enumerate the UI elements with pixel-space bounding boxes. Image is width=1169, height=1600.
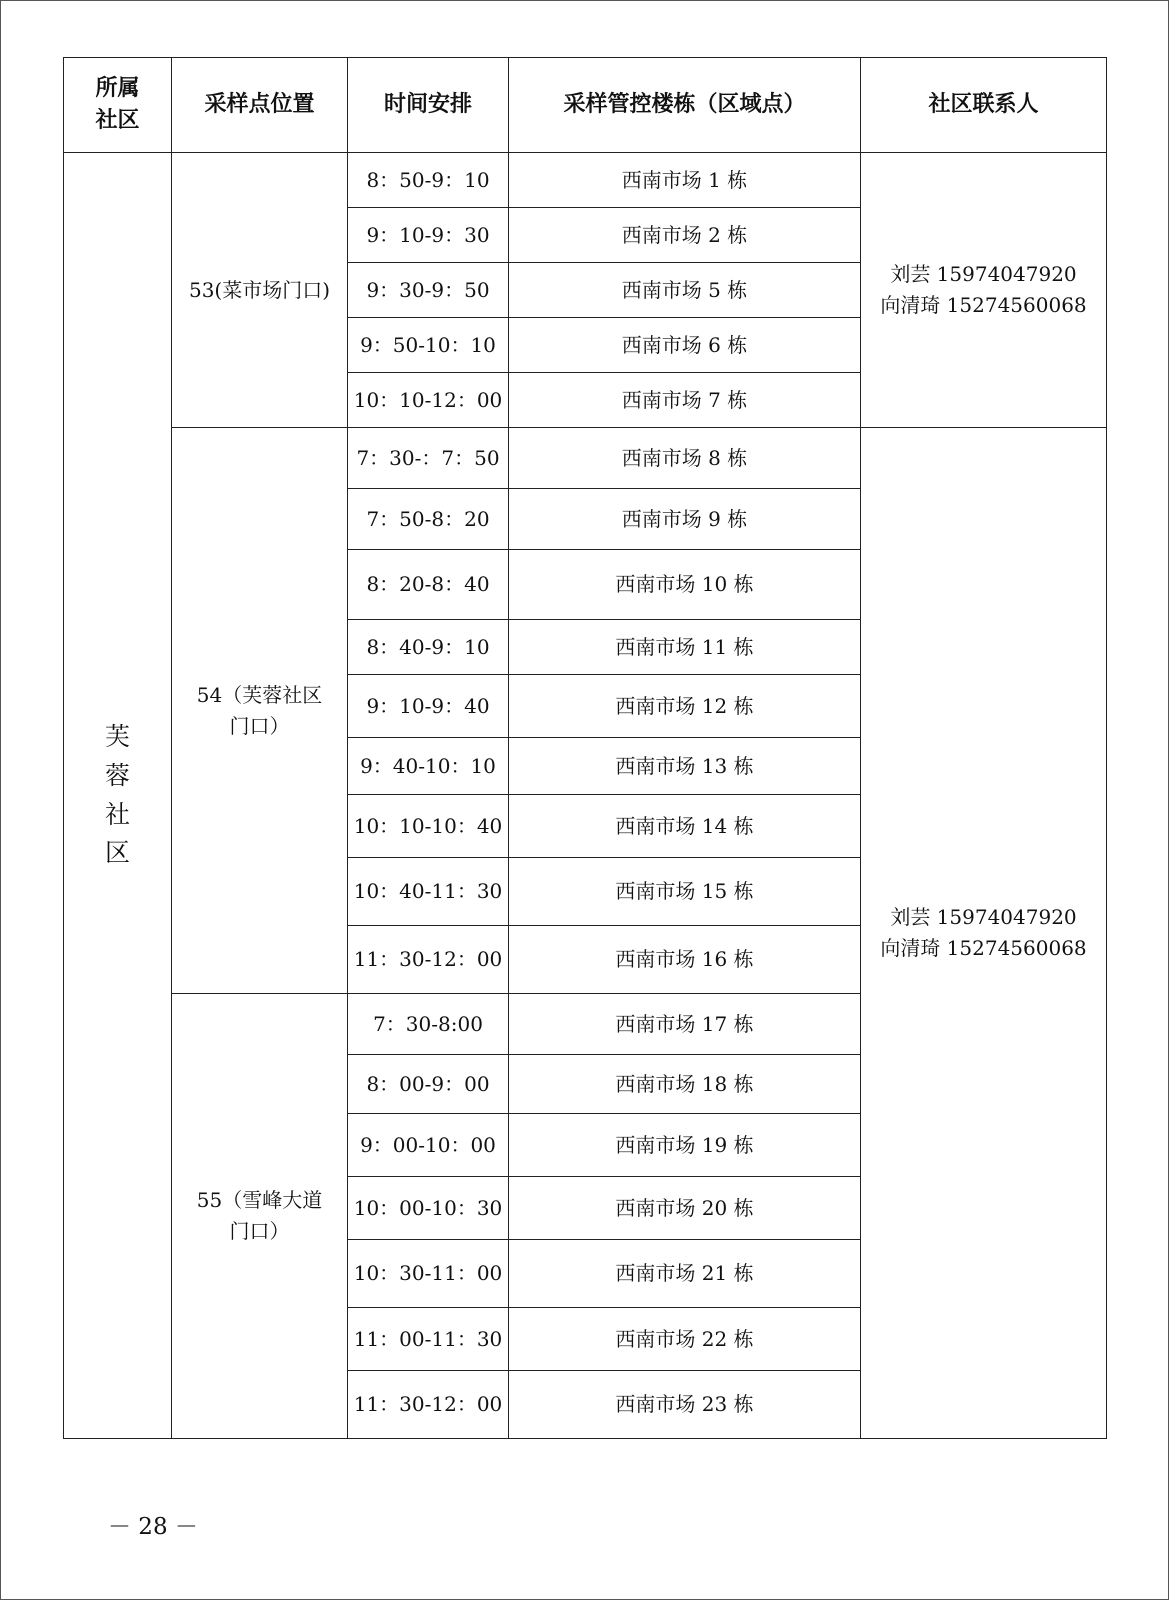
time-cell: 7：30-：7：50 bbox=[348, 428, 509, 489]
time-cell: 11：30-12：00 bbox=[348, 1371, 509, 1439]
header-row bbox=[64, 58, 1107, 153]
time-cell: 9：50-10：10 bbox=[348, 318, 509, 373]
time-cell: 10：10-12：00 bbox=[348, 373, 509, 428]
time-cell: 8：00-9：00 bbox=[348, 1055, 509, 1114]
building-cell: 西南市场 17 栋 bbox=[509, 994, 861, 1055]
building-cell: 西南市场 15 栋 bbox=[509, 858, 861, 926]
building-cell: 西南市场 5 栋 bbox=[509, 263, 861, 318]
time-cell: 9：10-9：30 bbox=[348, 208, 509, 263]
header-time: 时间安排 bbox=[348, 58, 509, 153]
time-cell: 11：30-12：00 bbox=[348, 926, 509, 994]
header-community: 所属社区 bbox=[64, 58, 172, 153]
contact-cell bbox=[861, 153, 1107, 428]
building-cell: 西南市场 10 栋 bbox=[509, 550, 861, 620]
header-contact: 社区联系人 bbox=[861, 58, 1107, 153]
contact-line: 刘芸 15974047920 bbox=[890, 262, 1077, 286]
building-cell: 西南市场 2 栋 bbox=[509, 208, 861, 263]
page-number: － 28 － bbox=[108, 1514, 198, 1540]
table-row bbox=[64, 428, 1107, 489]
building-cell: 西南市场 1 栋 bbox=[509, 153, 861, 208]
site-cell: 54（芙蓉社区门口） bbox=[172, 428, 348, 994]
time-cell: 10：30-11：00 bbox=[348, 1240, 509, 1308]
time-cell: 9：10-9：40 bbox=[348, 675, 509, 738]
time-cell: 9：00-10：00 bbox=[348, 1114, 509, 1177]
building-cell: 西南市场 16 栋 bbox=[509, 926, 861, 994]
building-cell: 西南市场 18 栋 bbox=[509, 1055, 861, 1114]
community-cell: 芙蓉社区 bbox=[64, 153, 172, 1439]
building-cell: 西南市场 6 栋 bbox=[509, 318, 861, 373]
building-cell: 西南市场 11 栋 bbox=[509, 620, 861, 675]
time-cell: 8：20-8：40 bbox=[348, 550, 509, 620]
time-cell: 10：00-10：30 bbox=[348, 1177, 509, 1240]
time-cell: 11：00-11：30 bbox=[348, 1308, 509, 1371]
building-cell: 西南市场 20 栋 bbox=[509, 1177, 861, 1240]
sampling-schedule-table bbox=[63, 57, 1107, 1439]
time-cell: 10：40-11：30 bbox=[348, 858, 509, 926]
building-cell: 西南市场 21 栋 bbox=[509, 1240, 861, 1308]
time-cell: 9：30-9：50 bbox=[348, 263, 509, 318]
building-cell: 西南市场 9 栋 bbox=[509, 489, 861, 550]
building-cell: 西南市场 14 栋 bbox=[509, 795, 861, 858]
time-cell: 10：10-10：40 bbox=[348, 795, 509, 858]
building-cell: 西南市场 22 栋 bbox=[509, 1308, 861, 1371]
site-cell: 55（雪峰大道门口） bbox=[172, 994, 348, 1439]
contact-line: 刘芸 15974047920 bbox=[890, 905, 1077, 929]
time-cell: 7：50-8：20 bbox=[348, 489, 509, 550]
time-cell: 7：30-8:00 bbox=[348, 994, 509, 1055]
building-cell: 西南市场 12 栋 bbox=[509, 675, 861, 738]
header-site: 采样点位置 bbox=[172, 58, 348, 153]
building-cell: 西南市场 8 栋 bbox=[509, 428, 861, 489]
building-cell: 西南市场 19 栋 bbox=[509, 1114, 861, 1177]
time-cell: 8：40-9：10 bbox=[348, 620, 509, 675]
header-building: 采样管控楼栋（区域点） bbox=[509, 58, 861, 153]
building-cell: 西南市场 23 栋 bbox=[509, 1371, 861, 1439]
table-row bbox=[64, 153, 1107, 208]
contact-line: 向清琦 15274560068 bbox=[880, 293, 1087, 317]
contact-line: 向清琦 15274560068 bbox=[880, 936, 1087, 960]
building-cell: 西南市场 7 栋 bbox=[509, 373, 861, 428]
time-cell: 9：40-10：10 bbox=[348, 738, 509, 795]
contact-cell bbox=[861, 428, 1107, 1439]
time-cell: 8：50-9：10 bbox=[348, 153, 509, 208]
site-cell: 53(菜市场门口) bbox=[172, 153, 348, 428]
building-cell: 西南市场 13 栋 bbox=[509, 738, 861, 795]
